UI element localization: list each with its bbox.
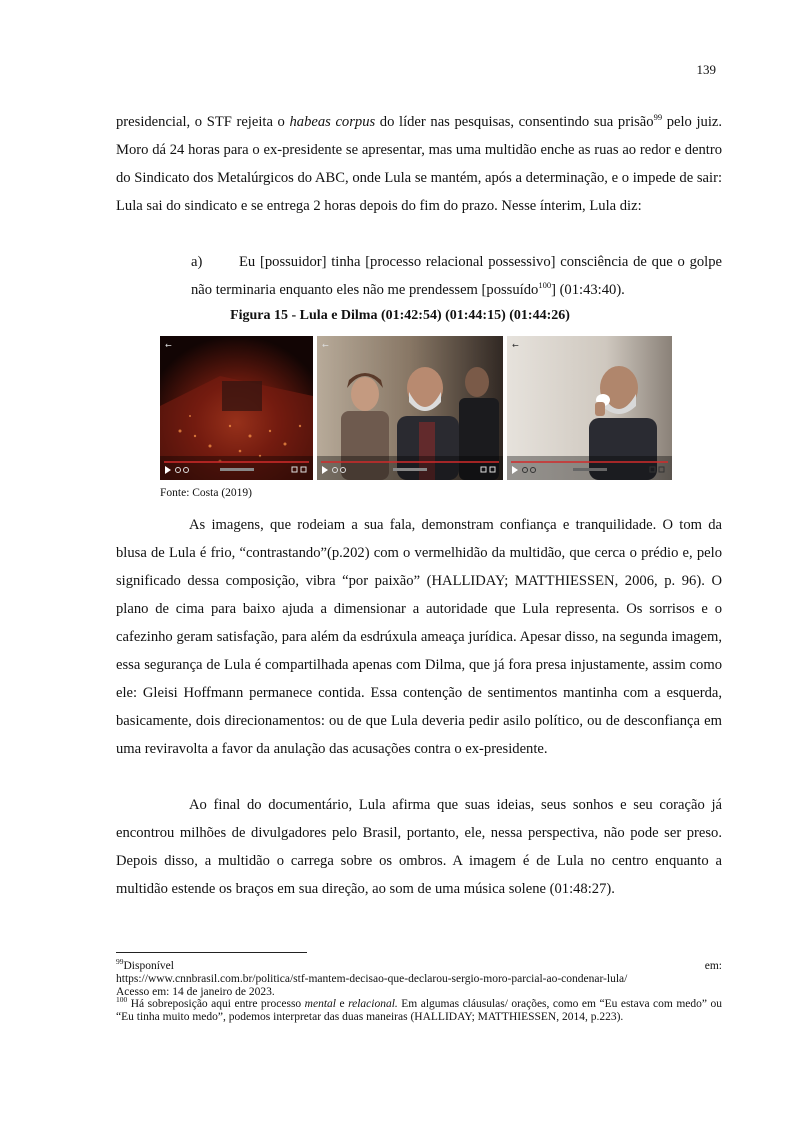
figure-image-lula-dilma	[317, 336, 503, 480]
svg-text:←: ←	[165, 341, 172, 350]
italic-term: habeas corpus	[289, 114, 376, 130]
paragraph-1: presidencial, o STF rejeita o habeas corpus do líder nas pesquisas, consentindo sua prisão$^{99}$ pelo juiz. Moro dá 24 horas para o ex-presidente se apresentar, mas uma multidão enche as ruas ao redor e dentro do Sindicato dos Metalúrgicos do ABC, onde Lula se mantém, após a determinação, e o impede de sair: Lula sai do sindicato e se entrega 2 horas depois do fim do prazo. Nesse ínterim, Lula diz:	[116, 112, 723, 214]
svg-text:←: ←	[322, 341, 329, 350]
footnote-100: $^{100}$ Há sobreposição aqui entre processo mental e relacional. Em algumas cláusulas/ orações, como em “Eu estava com medo” ou “Eu tinha muito medo”, podemos interpretar das duas maneiras (HALLIDAY; MATTHIESSEN, 2014, p.223).	[116, 995, 722, 1024]
footnotes	[116, 957, 722, 1024]
quote-item-a: a) Eu [possuidor] tinha [processo relacional possessivo] consciência de que o golpe não terminaria enquanto eles não me prendessem [possuído$^{100}$] (01:43:40).	[191, 248, 722, 304]
svg-text:←: ←	[512, 341, 519, 350]
footnote-ref-100[interactable]: 100	[538, 280, 552, 291]
page-number: 139	[696, 62, 716, 77]
footnote-99-url[interactable]: https://www.cnnbrasil.com.br/politica/stf-mantem-decisao-que-declarou-sergio-moro-parcial-ao-condenar-lula/	[116, 972, 628, 985]
footnote-divider	[116, 952, 307, 953]
paragraph-2: As imagens, que rodeiam a sua fala, demonstram confiança e tranquilidade. O tom da blusa de Lula é frio, “contrastando”(p.202) com o vermelhidão da multidão, que cerca o prédio e, pelo significado dessa composição, vibra “por paixão” (HALLIDAY; MATTHIESSEN, 2006, p. 96). O plano de cima para baixo ajuda a dimensionar a autoridade que Lula representa. Os sorrisos e o cafezinho geram satisfação, para além da esdrúxula ameaça jurídica. Apesar disso, na segunda imagem, essa segurança de Lula é compartilhada apenas com Dilma, que já fora presa injustamente, assim como ele: Gleisi Hoffmann permanece contida. Essa contenção de sentimentos mantinha com a esquerda, basicamente, dois direcionamentos: ou de que Lula deveria pedir asilo político, ou de desconfiança em uma reviravolta a favor da anulação das acusações contra o ex-presidente.	[116, 517, 722, 757]
figure-images	[160, 336, 672, 480]
figure-title: Figura 15 - Lula e Dilma (01:42:54) (01:44:15) (01:44:26)	[230, 308, 570, 323]
paragraph-3: Ao final do documentário, Lula afirma que suas ideias, seus sonhos e seu coração já encontrou milhões de divulgadores pelo Brasil, portanto, ele, nessa perspectiva, não pode ser preso. Depois disso, a multidão o carrega sobre os ombros. A imagem é de Lula no centro enquanto a multidão estende os braços em sua direção, ao som de uma música solene (01:48:27).	[116, 797, 722, 897]
footnote-99-access: Acesso em: 14 de janeiro de 2023.	[116, 985, 275, 998]
figure-image-crowd	[160, 336, 313, 480]
footnote-ref-99[interactable]: 99	[653, 112, 663, 123]
footnote-99-line1: $^{99}$Disponível em:	[116, 957, 722, 972]
quote-label: a)	[191, 254, 203, 270]
footnote-marker-99: 99	[116, 957, 124, 967]
figure-source: Fonte: Costa (2019)	[160, 487, 252, 499]
figure-image-lula-coffee	[507, 336, 672, 480]
footnote-marker-100: 100	[116, 995, 128, 1005]
